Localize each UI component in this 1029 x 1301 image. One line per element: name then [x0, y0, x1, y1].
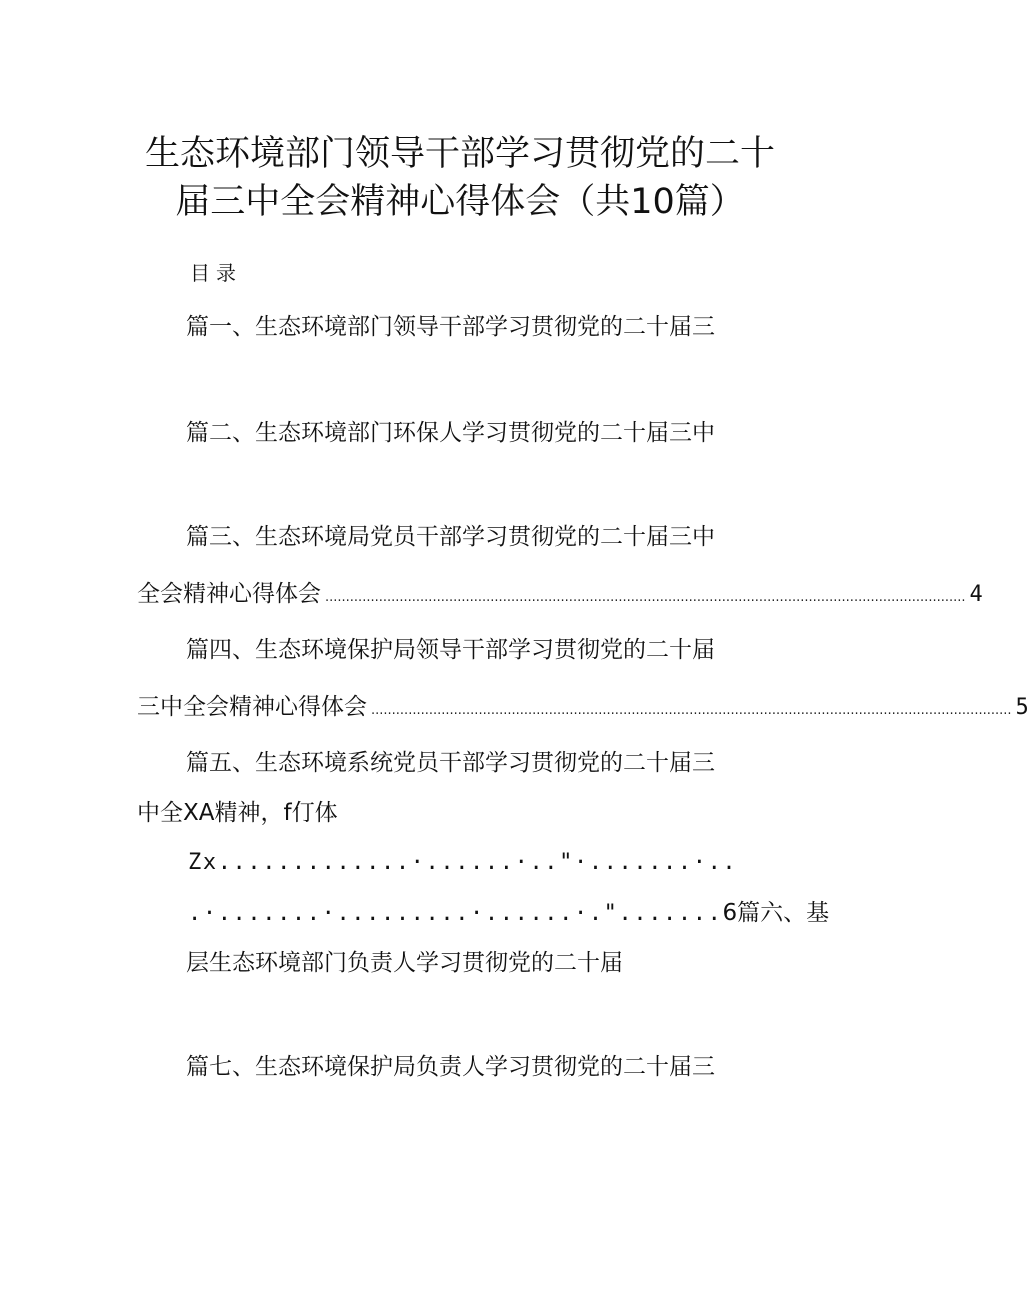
toc-entry-3-text: 全会精神心得体会 [137, 581, 321, 607]
toc-leader-dots: ........................................................................................................................................................... [371, 703, 1012, 718]
toc-entry-4-line-2[interactable] [137, 692, 1029, 726]
toc-entry-1[interactable]: 篇一、生态环境部门领导干部学习贯彻党的二十届三 [186, 314, 715, 340]
toc-entry-3-page: 4 [969, 582, 983, 607]
toc-entry-3-line-2[interactable] [137, 579, 983, 613]
toc-entry-4-page: 5 [1015, 695, 1029, 720]
toc-entry-5-line-1[interactable]: 篇五、生态环境系统党员干部学习贯彻党的二十届三 [186, 750, 715, 776]
toc-entry-5-line-2[interactable]: 中全XA精神，f仃体 [137, 800, 338, 826]
document-title-line-1: 生态环境部门领导干部学习贯彻党的二十 [144, 134, 775, 174]
toc-entry-4-text: 三中全会精神心得体会 [137, 694, 367, 720]
toc-entry-4-line-1[interactable]: 篇四、生态环境保护局领导干部学习贯彻党的二十届 [186, 637, 715, 663]
toc-garbled-dots: .·.......·.........·......·."....... [188, 901, 723, 926]
toc-garbled-line-1: Zx.............·......·.."·.......·.. [188, 850, 738, 875]
toc-entry-2[interactable]: 篇二、生态环境部门环保人学习贯彻党的二十届三中 [186, 420, 715, 446]
toc-entry-6-start: 6篇六、基 [722, 900, 830, 926]
toc-leader-dots: ........................................................................................................................................................... [325, 590, 966, 605]
toc-entry-7[interactable]: 篇七、生态环境保护局负责人学习贯彻党的二十届三 [186, 1054, 715, 1080]
toc-garbled-line-2[interactable] [188, 898, 829, 929]
toc-heading: 目录 [190, 261, 242, 285]
toc-entry-3-line-1[interactable]: 篇三、生态环境局党员干部学习贯彻党的二十届三中 [186, 524, 715, 550]
toc-entry-6-line-2[interactable]: 层生态环境部门负责人学习贯彻党的二十届 [186, 950, 623, 976]
document-title-line-2: 届三中全会精神心得体会（共10篇） [175, 182, 745, 222]
